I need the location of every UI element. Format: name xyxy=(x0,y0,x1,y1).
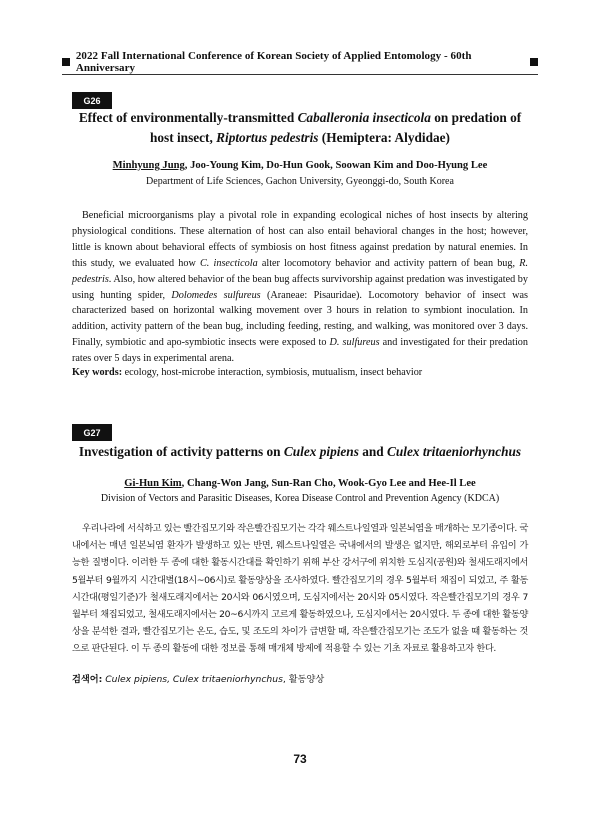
keywords-g26: Key words: ecology, host-microbe interaction, symbiosis, mutualism, insect behavior xyxy=(72,367,423,378)
presenting-author: Gi-Hun Kim xyxy=(124,478,182,489)
affiliation-g26: Department of Life Sciences, Gachon University, Gyeonggi-do, South Korea xyxy=(146,176,454,187)
conference-title: 2022 Fall International Conference of Korean Society of Applied Entomology - 60th Anniversary xyxy=(75,50,472,74)
page-number: 73 xyxy=(293,752,307,766)
author-list-g27: Gi-Hun Kim, Chang-Won Jang, Sun-Ran Cho, Wook-Gyo Lee and Hee-Il Lee xyxy=(124,478,476,489)
author-list-g26: Minhyung Jung, Joo-Young Kim, Do-Hun Gook, Soowan Kim and Doo-Hyung Lee xyxy=(112,160,488,171)
conference-header xyxy=(62,49,538,75)
square-bullet-icon xyxy=(530,58,538,66)
abstract-body-g26: Beneficial microorganisms play a pivotal role in expanding ecological niches of host insects by altering physiological conditions. These alternation of host can also entail behavioral changes in the host; however, little is known about behavioral effects of symbiosis on host fitness against predation by natural enemies. In this study, we evaluated how C. insecticola alter locomotory behavior and activity pattern of bean bug, R. pedestris. Also, how altered behavior of the bean bug affects survivorship against predation was investigated by using hunting spider, Dolomedes sulfureus (Araneae: Pisauridae). Locomotory behavior of insect was characterized based on horizontal walking movement over 3 hours in relation to symbiont inoculation. In addition, activity pattern of the bean bug, including feeding, resting, and walking, was monitored over 3 days. Finally, symbiotic and apo-symbiotic insects were exposed to D. sulfureus and investigated for their predation rates over 5 days in experimental arena. xyxy=(72,210,528,365)
abstract-tag-g26: G26 xyxy=(72,92,112,109)
abstract-title-g27: Investigation of activity patterns on Culex pipiens and Culex tritaeniorhynchus xyxy=(78,444,522,459)
affiliation-g27: Division of Vectors and Parasitic Diseases, Korea Disease Control and Prevention Agency (KDCA) xyxy=(100,493,500,504)
square-bullet-icon xyxy=(62,58,70,66)
presenting-author: Minhyung Jung xyxy=(112,160,185,171)
abstract-tag-g27: G27 xyxy=(72,424,112,441)
header-rule xyxy=(62,74,538,75)
abstract-title-g26: Effect of environmentally-transmitted Caballeronia insecticola on predation of host insect, Riptortus pedestris (Hemiptera: Alydidae) xyxy=(78,110,522,145)
keywords-g27: 검색어: Culex pipiens, Culex tritaeniorhynchus, 활동양상 xyxy=(72,674,325,685)
abstract-body-g27: 우리나라에 서식하고 있는 빨간집모기와 작은빨간집모기는 각각 웨스트나일열과 일본뇌염을 매개하는 모기종이다. 국내에서는 매년 일본뇌염 환자가 발생하고 있는 반면, 웨스트나일열은 국내에서의 발생은 없지만, 해외로부터 유입이 가능한 질병이다. 이러한 두 종에 대한 활동시간대를 확인하기 위해 부산 강서구에 위치한 도심지(공원)와 철새도래지에서 5월부터 9월까지 시간대별(18시~06시)로 활동양상을 조사하였다. 빨간집모기의 경우 5월부터 채집이 되었고, 주 활동시간대(평일기준)가 철새도래지에서는 20시와 06시였으며, 도심지에서는 20시와 05시였다. 작은빨간집모기의 경우 7월부터 채집되었고, 철새도래지에서는 20~6시까지 고르게 활동하였으나, 도심지에서는 20시였다. 두 종에 대한 활동양상을 분석한 결과, 빨간집모기는 온도, 습도, 및 조도의 차이가 급변할 때, 작은빨간집모기는 조도가 없을 때 활동하는 것으로 판단된다. 이 두 종의 활동에 대한 정보를 통해 매개체 방제에 적용할 수 있는 기초 자료로 활용하고자 한다. xyxy=(72,523,529,655)
